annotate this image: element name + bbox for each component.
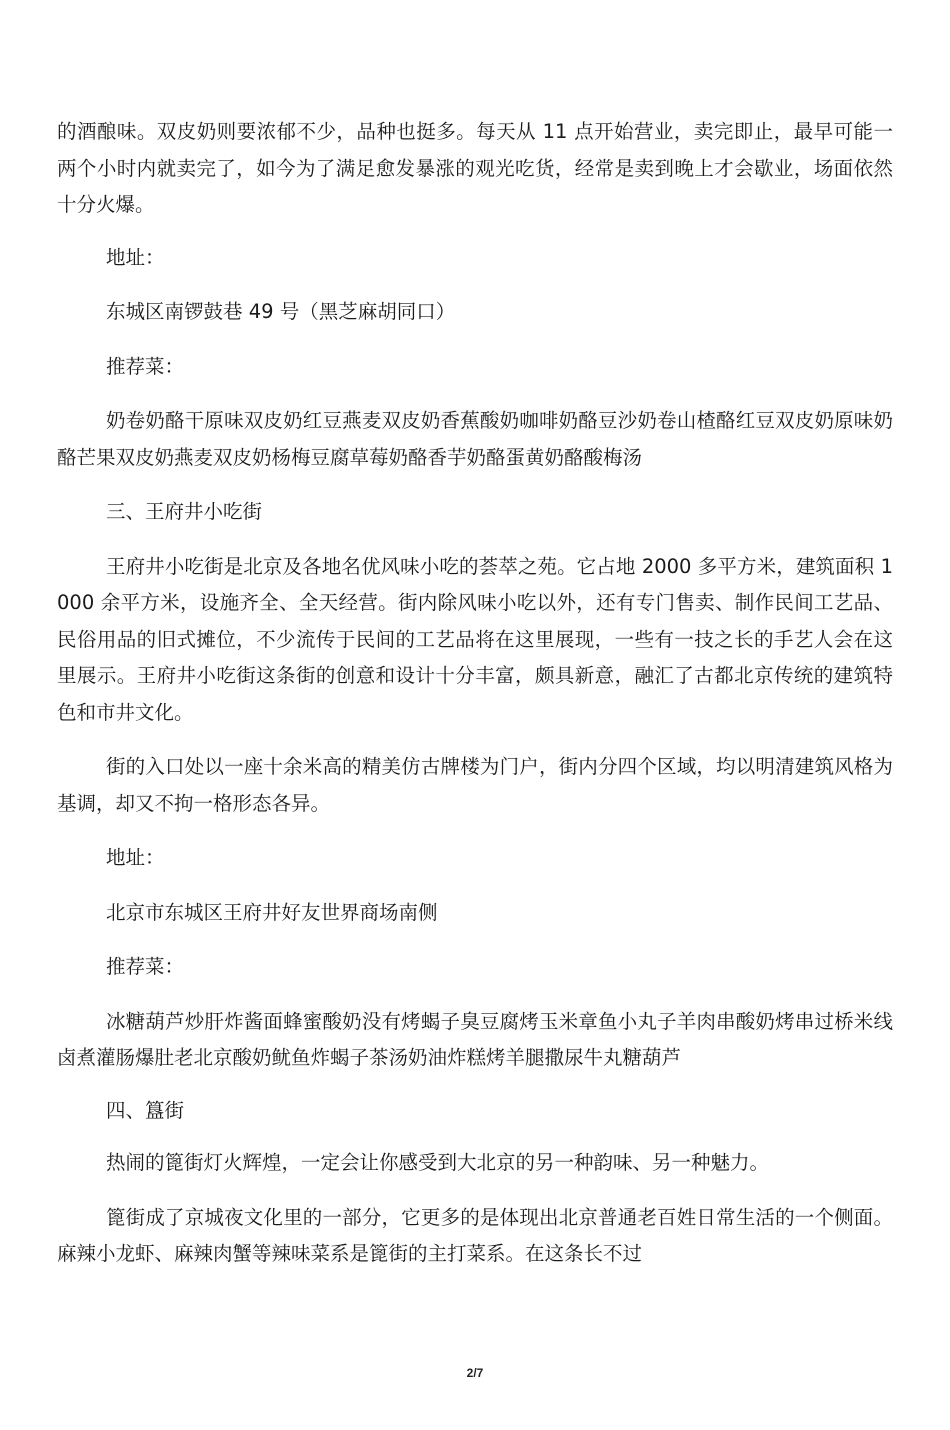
paragraph-address-2: 北京市东城区王府井好友世界商场南侧 — [106, 900, 438, 924]
section-heading-wangfujing: 三、王府井小吃街 — [106, 500, 263, 523]
page-number: 2/7 — [466, 1366, 484, 1380]
paragraph-address: 东城区南锣鼓巷 49 号（黑芝麻胡同口） — [106, 300, 456, 323]
document-body — [57, 0, 893, 1273]
paragraph-address-label-2: 地址： — [106, 846, 165, 869]
paragraph-guijie-intro: 热闹的篦街灯火辉煌，一定会让你感受到大北京的另一种韵味、另一种魅力。 — [106, 1151, 770, 1174]
paragraph-recommend-list-2: 冰糖葫芦炒肝炸酱面蜂蜜酸奶没有烤蝎子臭豆腐烤玉米章鱼小丸子羊肉串酸奶烤串过桥米线卤煮灌肠爆肚老北京酸奶鱿鱼炸蝎子茶汤奶油炸糕烤羊腿撒尿牛丸糖葫芦 — [57, 1009, 893, 1069]
paragraph-recommend-label: 推荐菜： — [106, 354, 185, 378]
paragraph-address-label: 地址： — [106, 245, 165, 269]
paragraph-guijie-body: 篦街成了京城夜文化里的一部分，它更多的是体现出北京普通老百姓日常生活的一个侧面。麻辣小龙虾、麻辣肉蟹等辣味菜系是篦街的主打菜系。在这条长不过 — [57, 1205, 893, 1265]
paragraph-recommend-list: 奶卷奶酪干原味双皮奶红豆燕麦双皮奶香蕉酸奶咖啡奶酪豆沙奶卷山楂酪红豆双皮奶原味奶酪芒果双皮奶燕麦双皮奶杨梅豆腐草莓奶酪香芋奶酪蛋黄奶酪酸梅汤 — [57, 409, 893, 469]
paragraph-recommend-label-2: 推荐菜： — [106, 955, 185, 978]
paragraph-entrance: 街的入口处以一座十余米高的精美仿古牌楼为门户，街内分四个区域，均以明清建筑风格为基调，却又不拘一格形态各异。 — [57, 755, 893, 815]
paragraph-wangfujing: 王府井小吃街是北京及各地名优风味小吃的荟萃之苑。它占地 2000 多平方米，建筑面积 1000 余平方米，设施齐全、全天经营。街内除风味小吃以外，还有专门售卖、制作民间工艺品、民俗用品的旧式摊位，不少流传于民间的工艺品将在这里展现，一些有一技之长的手艺人会在这里展示。王府井小吃街这条街的创意和设计十分丰富，颇具新意，融汇了古都北京传统的建筑特色和市井文化。 — [57, 554, 893, 724]
section-heading-guijie: 四、簋街 — [106, 1098, 185, 1122]
paragraph-intro: 的酒酿味。双皮奶则要浓郁不少，品种也挺多。每天从 11 点开始营业，卖完即止，最早可能一两个小时内就卖完了，如今为了满足愈发暴涨的观光吃货，经常是卖到晚上才会歇业，场面依然十分火爆。 — [57, 120, 893, 216]
